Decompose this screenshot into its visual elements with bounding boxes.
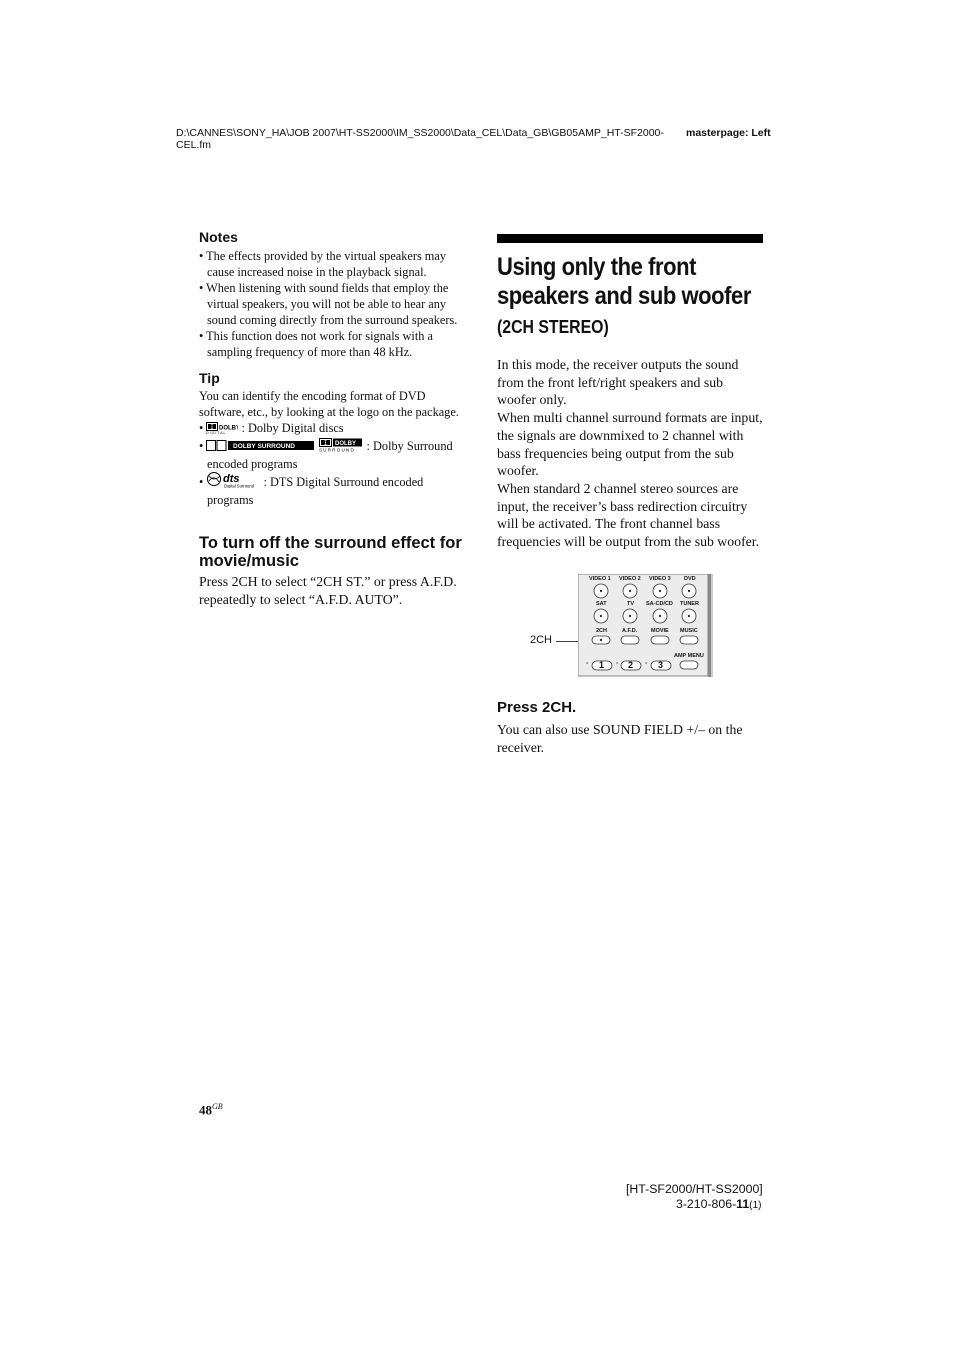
svg-text:°: °: [645, 662, 648, 668]
turn-off-text: Press 2CH to select “2CH ST.” or press A.F.D. repeatedly to select “A.F.D. AUTO”.: [199, 574, 457, 607]
logo-item-dts: • dts Digital Surround : DTS Digital Surround encoded programs: [199, 473, 424, 507]
svg-text:DOLBY SURROUND: DOLBY SURROUND: [233, 443, 296, 450]
main-title-line1: Using only the front: [497, 253, 696, 281]
masterpage-label: masterpage: Left: [686, 127, 771, 139]
button-label: MOVIE: [651, 628, 669, 634]
logo-desc: : DTS Digital Surround encoded programs: [207, 475, 424, 507]
svg-text:D I G I T A L: D I G I T A L: [206, 431, 226, 434]
note-item: • The effects provided by the virtual speakers may cause increased noise in the playback signal.: [199, 249, 446, 279]
notes-list: [199, 248, 471, 360]
button-label: A.F.D.: [622, 628, 638, 634]
file-path: D:\CANNES\SONY_HA\JOB 2007\HT-SS2000\IM_SS2000\Data_CEL\Data_GB\GB05AMP_HT-SF2000-CEL.fm: [176, 127, 664, 151]
paragraph: In this mode, the receiver outputs the sound from the front left/right speakers and sub woofer only.: [497, 357, 739, 408]
svg-text:DOLBY: DOLBY: [335, 441, 357, 447]
button-label: MUSIC: [680, 628, 698, 634]
note-item: • When listening with sound fields that employ the virtual speakers, you will not be able to hear any sound coming directly from the surround speakers.: [199, 281, 458, 327]
title-bar: [497, 234, 763, 243]
button-label: VIDEO 3: [649, 576, 671, 582]
button-label: TUNER: [680, 601, 699, 607]
button-label: 2CH: [596, 628, 608, 634]
number-button-label: 1: [599, 660, 605, 670]
dolby-surround-logo: [206, 440, 316, 456]
turn-off-heading: To turn off the surround effect for movie/music: [199, 534, 462, 570]
notes-heading: Notes: [199, 229, 238, 245]
paragraph: When standard 2 channel stereo sources are input, the receiver’s bass redirection circuitry will be activated. The front channel bass frequencies will be output from the sub woofer.: [497, 480, 760, 550]
page-suffix: GB: [212, 1102, 223, 1111]
amp-menu-label: AMP MENU: [674, 653, 704, 659]
remote-illustration: [578, 574, 714, 677]
note-item: • This function does not work for signals with a sampling frequency of more than 48 kHz.: [199, 329, 433, 359]
tip-heading: Tip: [199, 370, 220, 386]
footer-model: [HT-SF2000/HT-SS2000]: [626, 1182, 763, 1196]
logo-list: [199, 420, 471, 508]
logo-desc: : Dolby Surround encoded programs: [207, 439, 453, 471]
subtitle: (2CH STEREO): [497, 317, 609, 337]
svg-text:°: °: [616, 662, 619, 668]
dolby-digital-logo: [206, 422, 238, 438]
button-label: SAT: [596, 601, 607, 607]
callout-2ch-label: 2CH: [530, 634, 553, 646]
svg-text:S U R R O U N D: S U R R O U N D: [319, 447, 355, 452]
right-column: [497, 234, 765, 551]
button-label: VIDEO 1: [589, 576, 611, 582]
press-heading: Press 2CH.: [497, 699, 577, 716]
svg-text:DOLBY: DOLBY: [219, 425, 239, 432]
button-label: SA-CD/CD: [646, 601, 673, 607]
number-button-label: 3: [658, 660, 664, 670]
tip-text: You can identify the encoding format of DVD software, etc., by looking at the logo on the package.: [199, 389, 459, 419]
svg-text:dts: dts: [223, 473, 240, 485]
button-label: TV: [627, 601, 635, 607]
main-title: [497, 253, 751, 311]
svg-text:°: °: [586, 662, 589, 668]
footer-code: 3-210-806-11(1): [676, 1197, 762, 1211]
left-column: [199, 229, 471, 608]
dolby-surround-small-logo: [319, 438, 363, 456]
logo-item-dolby-digital: • DOLBY D I G I T A L : Dolby Digital discs: [199, 420, 471, 438]
button-label: VIDEO 2: [619, 576, 641, 582]
paragraph: When multi channel surround formats are input, the signals are downmixed to 2 channel with bass frequencies being output from the sub woofer.: [497, 410, 763, 479]
svg-text:Digital Surround: Digital Surround: [224, 483, 255, 488]
button-label: DVD: [684, 576, 696, 582]
logo-desc: : Dolby Digital discs: [241, 421, 344, 435]
page-number: $48^{GB}$: [199, 1102, 223, 1118]
dts-logo: [206, 472, 260, 492]
main-title-line2: speakers and sub woofer: [497, 282, 751, 310]
number-button-label: 2: [628, 660, 634, 670]
press-text: You can also use SOUND FIELD +/– on the receiver.: [497, 722, 743, 755]
logo-item-dolby-surround: • DOLBY SURROUND DOLBY S U R R O U N D : Dolby Surround encoded programs: [199, 439, 453, 471]
